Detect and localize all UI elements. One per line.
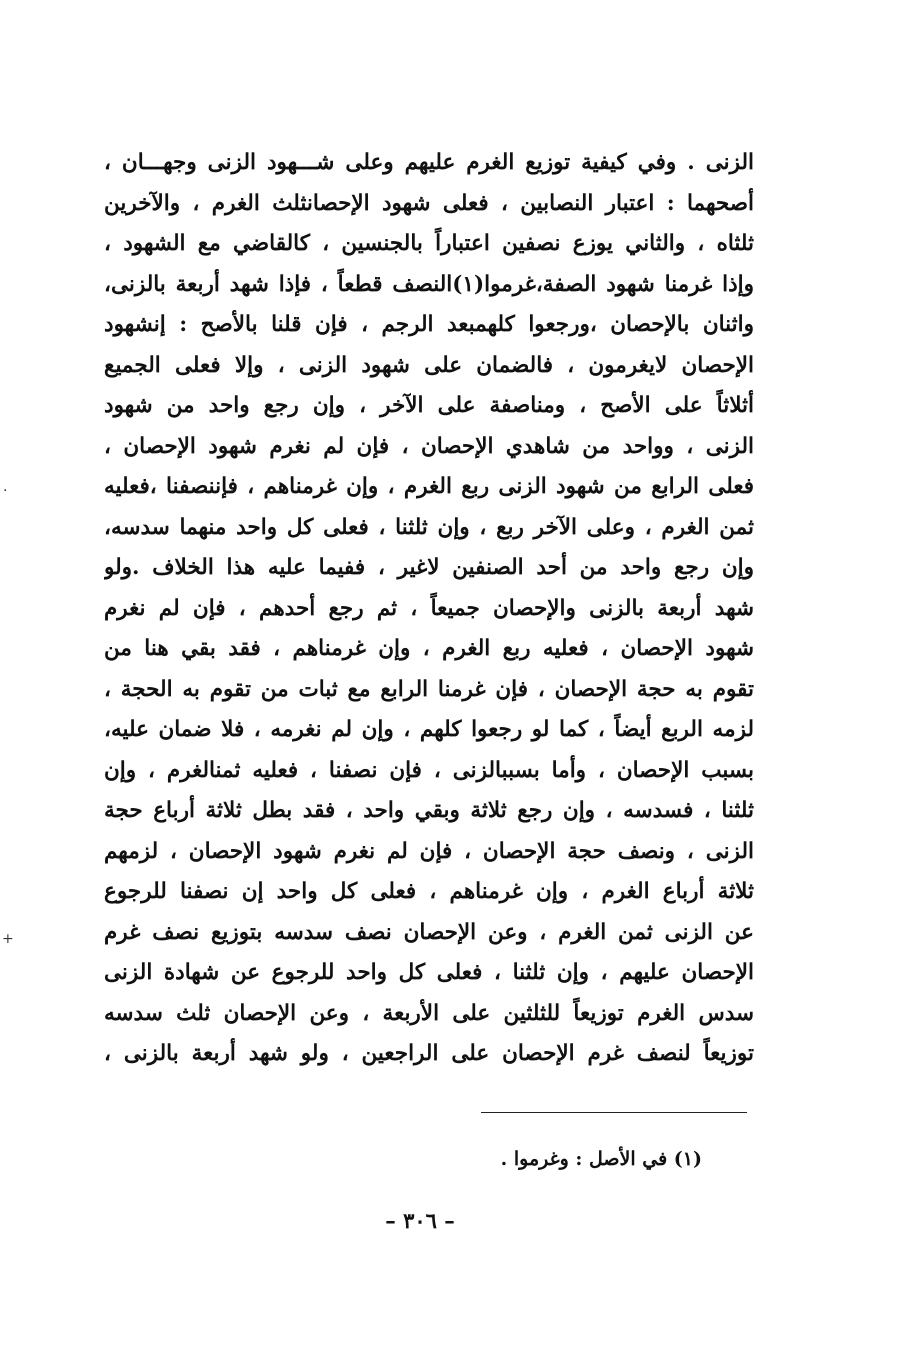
text-line: ثلثنا ، فسدسه ، وإن رجع ثلاثة وبقي واحد ، فقد بطل ثلاثة أرباع حجة <box>104 798 754 823</box>
text-line: سدس الغرم توزيعاً للثلثين على الأربعة ، وعن الإحصان ثلث سدسه <box>104 1000 754 1026</box>
text-line: ثلثاه ، والثاني يوزع نصفين اعتباراً بالجنسين ، كالقاضي مع الشهود ، <box>104 231 754 256</box>
footnote: (١) في الأصل : وغرموا . <box>500 1148 702 1170</box>
text-line: ثلاثة أرباع الغرم ، وإن غرمناهم ، فعلى كل واحد إن نصفنا للرجوع <box>104 879 754 904</box>
text-line: شهود الإحصان ، فعليه ربع الغرم ، وإن غرمناهم ، فقد بقي هنا من <box>104 636 754 661</box>
text-line: لزمه الربع أيضاً ، كما لو رجعوا كلهم ، وإن لم نغرمه ، فلا ضمان عليه، <box>104 717 754 742</box>
page-number: – ٣٠٦ – <box>385 1208 455 1233</box>
text-line: واثنان بالإحصان ،ورجعوا كلهمبعد الرجم ، فإن قلنا بالأصح : إنشهود <box>104 312 754 337</box>
text-line: عن الزنى ثمن الغرم ، وعن الإحصان نصف سدسه بتوزيع نصف غرم <box>104 919 754 945</box>
margin-mark: · <box>3 483 8 499</box>
text-line: الإحصان لايغرمون ، فالضمان على شهود الزنى ، وإلا فعلى الجميع <box>104 352 754 378</box>
text-line: الزنى ، وواحد من شاهدي الإحصان ، فإن لم نغرم شهود الإحصان ، <box>104 433 754 459</box>
text-line: أصحهما : اعتبار النصابين ، فعلى شهود الإحصانثلث الغرم ، والآخرين <box>104 190 754 216</box>
text-line: أثلاثاً على الأصح ، ومناصفة على الآخر ، وإن رجع واحد من شهود <box>104 393 754 418</box>
text-line: الزنى . وفي كيفية توزيع الغرم عليهم وعلى شـــهود الزنى وجهـــان ، <box>104 150 754 175</box>
text-line: تقوم به حجة الإحصان ، فإن غرمنا الرابع مع ثبات من تقوم به الحجة ، <box>104 676 754 702</box>
text-line: فعلى الرابع من شهود الزنى ربع الغرم ، وإن غرمناهم ، فإننصفنا ،فعليه <box>104 474 754 499</box>
footnote-separator <box>481 1112 747 1113</box>
text-line: بسبب الإحصان ، وأما بسببالزنى ، فإن نصفنا ، فعليه ثمنالغرم ، وإن <box>104 757 754 783</box>
main-text-block <box>104 143 754 1075</box>
text-line: الإحصان عليهم ، وإن ثلثنا ، فعلى كل واحد للرجوع عن شهادة الزنى <box>104 960 754 985</box>
text-line: شهد أربعة بالزنى والإحصان جميعاً ، ثم رجع أحدهم ، فإن لم نغرم <box>104 595 754 621</box>
margin-mark: + <box>2 931 14 947</box>
text-line: ثمن الغرم ، وعلى الآخر ربع ، وإن ثلثنا ، فعلى كل واحد منهما سدسه، <box>104 514 754 540</box>
text-line: الزنى ، ونصف حجة الإحصان ، فإن لم نغرم شهود الإحصان ، لزمهم <box>104 838 754 864</box>
text-line: وإذا غرمنا شهود الصفة،غرموا(١)النصف قطعاً ، فإذا شهد أربعة بالزنى، <box>104 271 754 297</box>
text-line: توزيعاً لنصف غرم الإحصان على الراجعين ، ولو شهد أربعة بالزنى ، <box>104 1041 754 1066</box>
text-line: وإن رجع واحد من أحد الصنفين لاغير ، ففيما عليه هذا الخلاف .ولو <box>104 555 754 580</box>
